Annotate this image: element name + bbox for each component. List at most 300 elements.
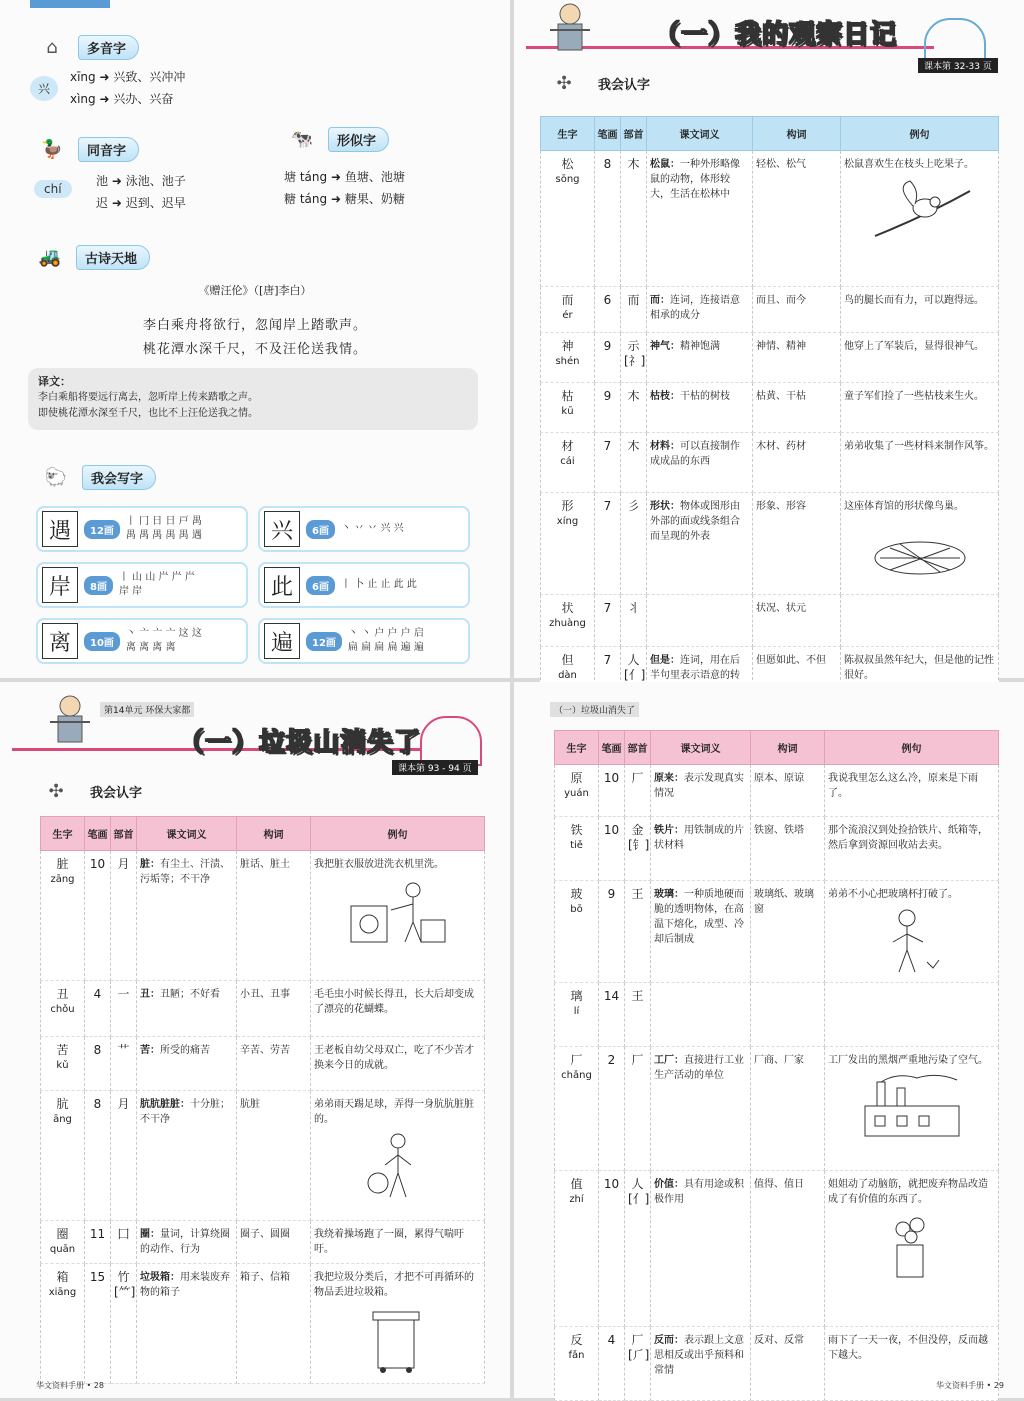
running-head: （一）垃圾山消失了 [550,702,639,717]
meaning-cell [651,983,751,1047]
meaning-term: 脏： [140,859,160,870]
radical: 竹[⺮] [111,1264,137,1384]
meaning-term: 肮肮脏脏： [140,1099,190,1110]
example-cell [841,151,999,287]
stroke-count: 10 [599,765,625,817]
example-cell [311,851,485,981]
translation-box [28,368,478,430]
scarecrow-icon [50,692,90,762]
write-item [258,618,470,664]
meaning-text: 表示跟上文意思相反或出乎预料和常情 [654,1335,744,1376]
windmill-icon: ✣ [48,780,64,802]
radical: 示[礻] [621,333,647,383]
column-header: 生字 [541,117,595,151]
example-cell [825,983,999,1047]
column-header: 笔画 [595,117,621,151]
meaning-term: 形状： [650,501,680,512]
hanzi: 枯 [561,389,574,403]
pinyin: fǎn [568,1350,585,1361]
homophone-char: 池 [96,174,109,188]
meaning-text: 精神饱满 [680,341,720,352]
meaning-text: 具有用途或积极作用 [654,1179,744,1205]
example-sentence: 姐姐动了动脑筋，就把废弃物品改造成了有价值的东西了。 [828,1179,988,1205]
hanzi: 肮 [56,1097,69,1111]
pinyin: yuán [564,788,589,799]
section-polyphone-label: 多音字 [78,35,139,60]
page-footer: 华文资料手册 • 29 [936,1381,1004,1390]
stroke-sequence [126,627,202,655]
stroke-count: 6画 [306,576,335,595]
meaning-term: 苦： [140,1045,160,1056]
char-cell [555,1047,599,1171]
write-char: 此 [264,567,300,603]
homophone-words: 迟到、迟早 [125,196,186,210]
radical: 彡 [621,493,647,595]
word-formation: 脏话、脏土 [237,851,311,981]
example-cell [825,881,999,983]
write-char: 兴 [264,511,300,547]
meaning-text: 量词，计算绕圈的动作、行为 [140,1229,230,1255]
column-header: 构词 [753,117,841,151]
example-sentence: 陈叔叔虽然年纪大，但是他的记性很好。 [844,655,994,681]
example-sentence: 我绕着操场跑了一圈，累得气喘吁吁。 [314,1229,464,1255]
example-cell [841,493,999,595]
hanzi: 苦 [56,1043,69,1057]
similar-words: 鱼塘、池塘 [344,170,405,184]
char-cell [555,1171,599,1327]
stroke-sequence [119,571,195,599]
stroke-sequence [341,578,417,592]
lesson-title: （一）垃圾山消失了 [178,728,422,758]
radical: 人[亻] [621,647,647,705]
example-sentence: 毛毛虫小时候长得丑，长大后却变成了漂亮的花蝴蝶。 [314,989,474,1015]
word-formation: 辛苦、劳苦 [237,1037,311,1091]
table-row [555,765,999,817]
meaning-cell [137,1091,237,1221]
word-formation: 而且、而今 [753,287,841,333]
hanzi: 原 [570,771,583,785]
pinyin: sōng [555,174,580,185]
write-char: 遍 [264,623,300,659]
column-header: 生字 [555,731,599,765]
pinyin: zāng [50,874,75,885]
stroke-count: 7 [595,433,621,493]
char-cell [41,1091,85,1221]
char-cell [41,1264,85,1384]
similar-char: 塘 [284,170,297,184]
column-header: 构词 [751,731,825,765]
stroke-count: 6画 [306,520,335,539]
table-row [41,1091,485,1221]
meaning-text: 表示发现真实情况 [654,773,744,799]
meaning-cell [647,287,753,333]
boy-illustration [857,906,967,976]
similar-row-2: 糖 táng ➜ 糖果、奶糖 [284,192,405,206]
meaning-cell [137,851,237,981]
example-cell [311,1037,485,1091]
char-cell [541,333,595,383]
hanzi: 反 [570,1333,583,1347]
stroke-count: 10 [599,1171,625,1327]
word-formation: 原本、原谅 [751,765,825,817]
hanzi: 圈 [56,1227,69,1241]
radical: 一 [111,981,137,1037]
section-homophone-badge [32,136,139,162]
example-sentence: 弟弟雨天踢足球，弄得一身肮肮脏脏的。 [314,1099,474,1125]
similar-row-1: 塘 táng ➜ 鱼塘、池塘 [284,170,405,184]
meaning-cell [647,333,753,383]
tractor-icon: 🚜 [38,246,62,268]
radical: 而 [621,287,647,333]
word-formation: 厂商、厂家 [751,1047,825,1171]
stroke-seq-line: 丨 冂 日 日 戸 禺 [125,516,202,527]
hanzi: 玻 [570,887,583,901]
word-formation: 玻璃纸、玻璃窗 [751,881,825,983]
similar-pinyin: táng [299,170,328,184]
section-write-badge [36,464,156,490]
column-header: 例句 [311,817,485,851]
write-item [36,562,248,608]
word-formation: 箱子、信箱 [237,1264,311,1384]
vocab-table [40,816,485,1384]
polyphone-char: 兴 [30,76,58,101]
column-header: 构词 [237,817,311,851]
homophone-pinyin: chí [34,180,72,198]
word-formation: 轻松、松气 [753,151,841,287]
column-header: 部首 [621,117,647,151]
polyphone-row-2: xìng ➜ 兴办、兴奋 [70,92,174,106]
example-sentence: 我说我里怎么这么冷，原来是下雨了。 [828,773,978,799]
char-cell [541,493,595,595]
hanzi: 形 [561,499,574,513]
radical: 木 [621,151,647,287]
stroke-seq-line: 丨 山 山 屵 屵 屵 [118,572,195,583]
example-cell [841,383,999,433]
pinyin: kū [561,406,574,417]
stroke-seq-line: 岸 岸 [118,586,143,597]
hanzi: 铁 [570,823,583,837]
section-recognize-badge [36,778,154,804]
hanzi: 状 [561,601,574,615]
table-row [555,1327,999,1401]
polyphone-pinyin: xīng [70,70,96,84]
char-cell [41,1221,85,1264]
hanzi: 厂 [570,1053,583,1067]
char-cell [541,433,595,493]
meaning-cell [647,151,753,287]
poem-title: 《赠汪伦》（[唐]李白） [198,284,312,297]
example-cell [311,1221,485,1264]
write-item [258,506,470,552]
meaning-cell [651,1171,751,1327]
stroke-count: 9 [595,333,621,383]
pinyin: chǒu [50,1004,75,1015]
section-recognize-label: 我会认字 [90,785,143,801]
windmill-icon: ✣ [556,72,572,94]
meaning-cell [651,1327,751,1401]
hanzi: 神 [561,339,574,353]
scarecrow-icon [550,0,590,70]
example-cell [311,1264,485,1384]
word-formation: 木材、药材 [753,433,841,493]
sheep-icon: 🐑 [44,466,68,488]
hanzi: 而 [561,293,574,307]
homophone-row-1: 池 ➜ 泳池、池子 [96,174,186,188]
char-cell [555,881,599,983]
meaning-text: 一种外形略像鼠的动物，体形较大，生活在松林中 [650,159,740,200]
example-cell [841,287,999,333]
char-cell [555,983,599,1047]
pinyin: zhí [569,1194,584,1205]
vase-illustration [857,1211,967,1281]
barn-icon [420,716,482,766]
hanzi: 但 [561,653,574,667]
stroke-seq-line: 丨 卜 止 止 此 此 [340,579,417,590]
word-formation: 形象、形容 [753,493,841,595]
column-header: 部首 [625,731,651,765]
table-row [541,287,999,333]
column-header: 笔画 [85,817,111,851]
column-header: 课文词义 [647,117,753,151]
hanzi: 箱 [56,1270,69,1284]
homophone-words: 泳池、池子 [125,174,186,188]
example-cell [825,1047,999,1171]
example-cell [841,433,999,493]
stroke-seq-line: 丶 丷 丷 兴 兴 [340,523,404,534]
duck-icon: 🦆 [40,138,64,160]
top-strip [30,0,110,8]
char-cell [541,151,595,287]
stroke-count: 8 [595,151,621,287]
column-header: 例句 [841,117,999,151]
meaning-cell [651,765,751,817]
word-formation: 值得、值日 [751,1171,825,1327]
table-row [555,1047,999,1171]
section-similar-badge [282,126,389,152]
translation-line: 李白乘船将要远行离去，忽听岸上传来踏歌之声。 [38,392,258,403]
column-header: 课文词义 [651,731,751,765]
stroke-count: 11 [85,1221,111,1264]
stroke-count: 4 [85,981,111,1037]
meaning-text: 可以直接制作成成品的东西 [650,441,740,467]
homophone-row-2: 迟 ➜ 迟到、迟早 [96,196,186,210]
stroke-count: 9 [595,383,621,433]
stroke-count: 7 [595,493,621,595]
stroke-count: 12画 [306,632,342,651]
stroke-sequence [126,515,202,543]
char-cell [41,1037,85,1091]
table-row [541,151,999,287]
meaning-cell [137,1264,237,1384]
meaning-term: 神气： [650,341,680,352]
example-cell [311,1091,485,1221]
meaning-text: 连词，用在后半句里表示语意的转 [650,655,740,681]
meaning-cell [647,383,753,433]
word-formation: 小丑、丑事 [237,981,311,1037]
column-header: 生字 [41,817,85,851]
radical: 囗 [111,1221,137,1264]
squirrel-illustration [865,176,975,246]
stroke-count: 10画 [84,632,120,651]
section-recognize-badge [544,70,662,96]
section-similar-label: 形似字 [328,127,389,152]
example-sentence: 鸟的腿长而有力，可以跑得远。 [844,295,984,306]
stroke-count: 7 [595,647,621,705]
cow-icon: 🐄 [290,128,314,150]
char-cell [541,595,595,647]
table-row [555,1171,999,1327]
football-illustration [343,1131,453,1201]
polyphone-words: 兴致、兴冲冲 [113,70,186,84]
char-cell [555,765,599,817]
word-formation: 状况、状元 [753,595,841,647]
section-polyphone-badge [32,34,139,60]
meaning-text: 干枯的树枝 [680,391,730,402]
pinyin: āng [53,1114,72,1125]
meaning-text: 一种质地硬而脆的透明物体，在高温下熔化，成型、冷却后制成 [654,889,744,945]
section-poem-label: 古诗天地 [76,245,150,270]
table-row [41,1264,485,1384]
word-formation [751,983,825,1047]
stroke-count: 4 [599,1327,625,1401]
meaning-term: 铁片： [654,825,684,836]
hanzi: 值 [570,1177,583,1191]
example-cell [825,1171,999,1327]
meaning-term: 价值： [654,1179,684,1190]
similar-pinyin: táng [299,192,328,206]
stroke-seq-line: 扁 扁 扁 扁 遍 遍 [347,642,424,653]
stroke-count: 12画 [84,520,120,539]
example-sentence: 童子军们捡了一些枯枝来生火。 [844,391,984,402]
radical: 厂[⺁] [625,1327,651,1401]
poem-line: 李白乘舟将欲行，忽闻岸上踏歌声。 [142,318,367,333]
table-header-row [541,117,999,151]
example-sentence: 那个流浪汉到处捡拾铁片、纸箱等，然后拿到资源回收站去卖。 [828,825,988,851]
column-header: 课文词义 [137,817,237,851]
vocab-table [540,116,999,705]
word-formation: 反对、反常 [751,1327,825,1401]
stroke-count: 10 [85,851,111,981]
stroke-count: 9 [599,881,625,983]
translation-line: 即使桃花潭水深至千尺，也比不上汪伦送我之情。 [38,408,258,419]
example-sentence: 工厂发出的黑烟严重地污染了空气。 [828,1055,988,1066]
hanzi: 材 [561,439,574,453]
pinyin: xiāng [48,1287,77,1298]
stroke-seq-line: 丶 丶 户 户 户 启 [347,628,424,639]
column-header: 例句 [825,731,999,765]
page-garbage-mountain [0,682,510,1398]
char-cell [541,383,595,433]
char-cell [41,851,85,981]
page-polyphone-poem [0,0,510,678]
example-cell [841,333,999,383]
lesson-title: （一）我的观察日记 [654,20,898,50]
radical: 丬 [621,595,647,647]
stroke-count: 15 [85,1264,111,1384]
char-cell [555,817,599,881]
radical: 木 [621,383,647,433]
vocab-table [554,730,999,1401]
section-poem-badge [30,244,150,270]
table-header-row [555,731,999,765]
example-sentence: 弟弟收集了一些材料来制作风筝。 [844,441,994,452]
meaning-cell [651,1047,751,1171]
example-cell [825,817,999,881]
meaning-cell [137,1037,237,1091]
poem-line: 桃花潭水深千尺，不及汪伦送我情。 [142,342,367,357]
stroke-sequence [341,522,404,536]
table-row [541,383,999,433]
meaning-term: 但是： [650,655,680,666]
table-row [541,433,999,493]
char-cell [41,981,85,1037]
meaning-cell [137,1221,237,1264]
table-row [41,981,485,1037]
meaning-cell [651,817,751,881]
meaning-text: 物体或图形由外部的面或线条组合而呈现的外表 [650,501,740,542]
column-header: 部首 [111,817,137,851]
word-formation: 枯黄、干枯 [753,383,841,433]
meaning-cell [647,433,753,493]
similar-char: 糖 [284,192,297,206]
polyphone-row-1: xīng ➜ 兴致、兴冲冲 [70,70,186,84]
meaning-text: 有尘土、汗渍、污垢等；不干净 [140,859,230,885]
meaning-term: 而： [650,295,670,306]
meaning-term: 玻璃： [654,889,684,900]
unit-label: 第14单元 环保大家都 [100,702,194,717]
radical: 月 [111,851,137,981]
factory-illustration [857,1072,967,1142]
example-sentence: 雨下了一天一夜，不但没停，反而越下越大。 [828,1335,988,1361]
meaning-term: 工厂： [654,1055,684,1066]
polyphone-pinyin: xìng [70,92,96,106]
similar-words: 糖果、奶糖 [344,192,405,206]
washer-illustration [343,876,453,946]
example-sentence: 我把垃圾分类后，才把不可再循环的物品丢进垃圾箱。 [314,1272,474,1298]
example-cell [841,595,999,647]
word-formation: 铁窗、铁塔 [751,817,825,881]
bin-illustration [343,1304,453,1374]
meaning-text: 丑陋；不好看 [160,989,220,1000]
hanzi: 丑 [56,987,69,1001]
meaning-term: 反而： [654,1335,684,1346]
pinyin: cái [560,456,575,467]
example-sentence: 王老板自幼父母双亡，吃了不少苦才换来今日的成就。 [314,1045,474,1071]
write-char: 离 [42,623,78,659]
meaning-text: 所受的痛苦 [160,1045,210,1056]
table-row [555,983,999,1047]
radical: 月 [111,1091,137,1221]
write-char: 遇 [42,511,78,547]
pinyin: kǔ [56,1060,69,1071]
radical: 木 [621,433,647,493]
pinyin: ér [562,310,573,321]
meaning-term: 丑： [140,989,160,1000]
radical: 艹 [111,1037,137,1091]
pinyin: xíng [556,516,579,527]
word-formation: 但愿如此、不但 [753,647,841,705]
meaning-term: 材料： [650,441,680,452]
meaning-cell [647,595,753,647]
page-footer: 华文资料手册 • 28 [36,1381,104,1390]
hanzi: 脏 [56,857,69,871]
section-homophone-label: 同音字 [78,137,139,162]
meaning-term: 枯枝： [650,391,680,402]
translation-label: 译文： [38,375,71,388]
example-sentence: 这座体育馆的形状像鸟巢。 [844,501,964,512]
pinyin: tiě [570,840,583,851]
polyphone-words: 兴办、兴奋 [113,92,174,106]
